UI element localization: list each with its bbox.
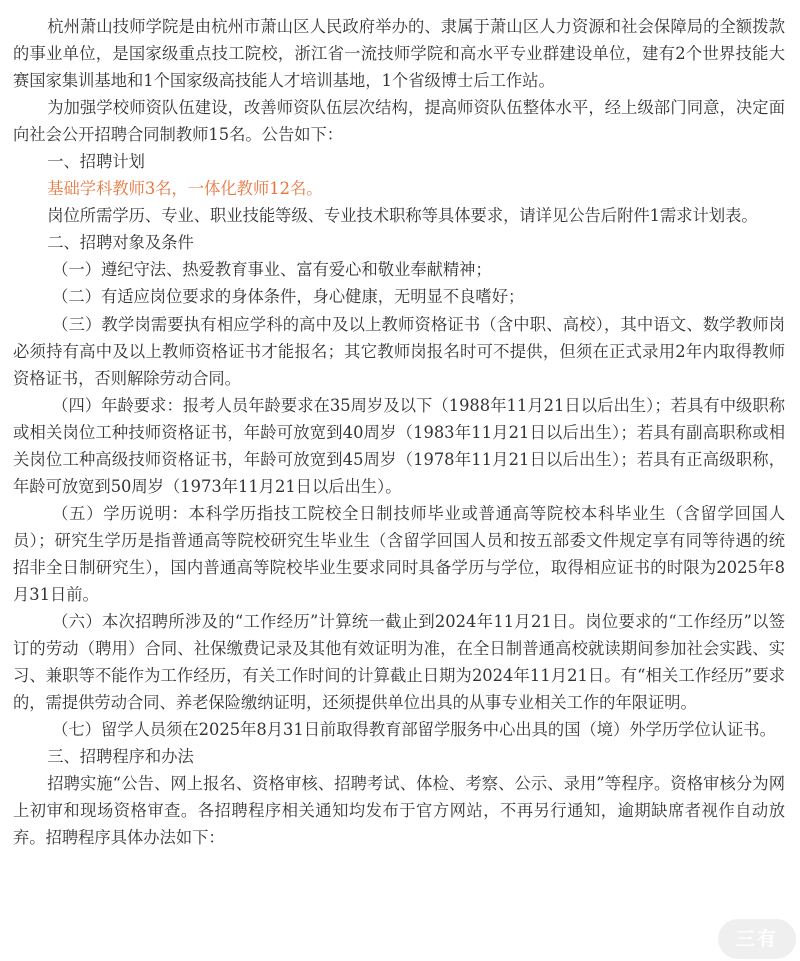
plan-text: 岗位所需学历、专业、职业技能等级、专业技术职称等具体要求，请详见公告后附件1需求计划表。 [47, 206, 758, 226]
condition-item: （六）本次招聘所涉及的“工作经历”计算统一截止到2024年11月21日。岗位要求的“工作经历”以签订的劳动（聘用）合同、社保缴费记录及其他有效证明为准，在全日制普通高校就读期间参加社会实践、实习、兼职等不能作为工作经历，有关工作时间的计算截止日期为2024年11月21日。有“相关工作经历”要求的，需提供劳动合同、养老保险缴纳证明，还须提供单位出具的从事专业相关工作的年限证明。 [13, 612, 785, 713]
article-body [13, 13, 785, 851]
condition-item: （四）年龄要求：报考人员年龄要求在35周岁及以下（1988年11月21日以后出生）；若具有中级职称或相关岗位工种技师资格证书，年龄可放宽到40周岁（1983年11月21日以后出生）；若具有副高职称或相关岗位工种高级技师资格证书，年龄可放宽到45周岁（1978年11月21日以后出生）；若具有正高级职称，年龄可放宽到50周岁（1973年11月21日以后出生）。 [13, 395, 785, 496]
procedure-text: 招聘实施“公告、网上报名、资格审核、招聘考试、体检、考察、公示、录用”等程序。资格审核分为网上初审和现场资格审查。各招聘程序相关通知均发布于官方网站，不再另行通知，逾期缺席者视作自动放弃。招聘程序具体办法如下： [13, 774, 785, 848]
condition-item: （七）留学人员须在2025年8月31日前取得教育部留学服务中心出具的国（境）外学历学位认证书。 [52, 720, 776, 740]
section-heading-plan: 一、招聘计划 [47, 152, 145, 172]
condition-item: （三）教学岗需要执有相应学科的高中及以上教师资格证书（含中职、高校），其中语文、数学教师岗必须持有高中及以上教师资格证书才能报名；其它教师岗报名时可不提供，但须在正式录用2年内取得教师资格证书，否则解除劳动合同。 [13, 314, 785, 388]
section-heading-procedure: 三、招聘程序和办法 [47, 747, 194, 767]
plan-highlight: 基础学科教师3名，一体化教师12名。 [47, 179, 323, 199]
condition-item: （一）遵纪守法、热爱教育事业、富有爱心和敬业奉献精神； [52, 260, 492, 280]
watermark-logo: 三有 [718, 919, 796, 959]
condition-item: （二）有适应岗位要求的身体条件，身心健康，无明显不良嗜好； [52, 287, 525, 307]
intro-paragraph: 杭州萧山技师学院是由杭州市萧山区人民政府举办的、隶属于萧山区人力资源和社会保障局的全额拨款的事业单位，是国家级重点技工院校，浙江省一流技师学院和高水平专业群建设单位，建有2个世界技能大赛国家集训基地和1个国家级高技能人才培训基地，1个省级博士后工作站。 [13, 17, 785, 91]
condition-item: （五）学历说明：本科学历指技工院校全日制技师毕业或普通高等院校本科毕业生（含留学回国人员）；研究生学历是指普通高等院校研究生毕业生（含留学回国人员和按五部委文件规定享有同等待遇的统招非全日制研究生），国内普通高等院校毕业生要求同时具备学历与学位，取得相应证书的时限为2025年8月31日前。 [13, 503, 785, 604]
section-heading-conditions: 二、招聘对象及条件 [47, 233, 194, 253]
intro-paragraph: 为加强学校师资队伍建设，改善师资队伍层次结构，提高师资队伍整体水平，经上级部门同意，决定面向社会公开招聘合同制教师15名。公告如下： [13, 98, 785, 145]
